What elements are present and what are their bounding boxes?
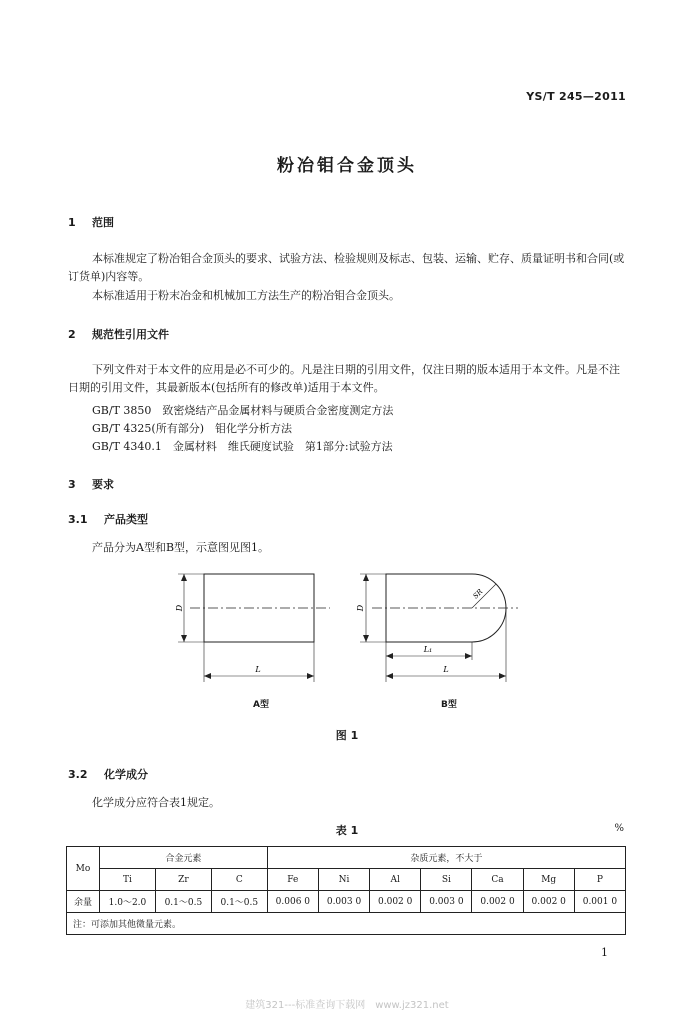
- section-3-1-text: 产品分为A型和B型，示意图见图1。: [92, 541, 270, 554]
- reference-item: GB/T 4325(所有部分) 钼化学分析方法: [92, 422, 292, 435]
- table-cell: 0.002 0: [472, 891, 523, 913]
- column-header: Zr: [155, 869, 211, 891]
- footer-watermark: 建筑321---标准查询下载网 www.jz321.net: [245, 1000, 449, 1011]
- section-3-2-title: 化学成分: [104, 768, 148, 781]
- table-cell: 0.003 0: [421, 891, 472, 913]
- type-a-l-label: L: [255, 665, 261, 674]
- document-title: 粉冶钼合金顶头: [277, 156, 417, 176]
- type-b-l-label: L: [443, 665, 449, 674]
- table-subheader-row: [67, 869, 626, 891]
- standard-code: YS/T 245—2011: [526, 90, 626, 103]
- figure-1-caption: 图 1: [335, 729, 359, 742]
- section-3-1-number: 3.1: [68, 513, 88, 526]
- section-3-title: 要求: [92, 478, 114, 491]
- table-cell: 0.003 0: [318, 891, 369, 913]
- column-header: Si: [421, 869, 472, 891]
- table-note: 注：可添加其他微量元素。: [67, 913, 626, 935]
- section-3-1-title: 产品类型: [104, 513, 148, 526]
- column-header: Al: [370, 869, 421, 891]
- section-3-number: 3: [68, 478, 76, 491]
- type-b-caption: B型: [441, 700, 457, 710]
- column-header: C: [211, 869, 267, 891]
- row-label: 余量: [67, 891, 100, 913]
- table-cell: 0.001 0: [574, 891, 625, 913]
- mo-header: Mo: [67, 847, 100, 891]
- section-1-para-1: 本标准规定了粉冶钼合金顶头的要求、试验方法、检验规则及标志、包装、运输、贮存、质量证明书和合同(或订货单)内容等。: [68, 252, 625, 283]
- reference-item: GB/T 4340.1 金属材料 维氏硬度试验 第1部分:试验方法: [92, 440, 393, 453]
- table-cell: 0.006 0: [267, 891, 318, 913]
- column-header: Mg: [523, 869, 574, 891]
- type-b-l1-label: L₁: [423, 645, 433, 654]
- table-cell: 0.002 0: [370, 891, 421, 913]
- table-row: [67, 891, 626, 913]
- section-3-heading: [68, 476, 114, 492]
- column-header: Ti: [100, 869, 156, 891]
- table-cell: 0.002 0: [523, 891, 574, 913]
- section-2-title: 规范性引用文件: [92, 328, 169, 341]
- table-note-row: [67, 913, 626, 935]
- column-header: Fe: [267, 869, 318, 891]
- section-3-2-text: 化学成分应符合表1规定。: [92, 796, 220, 809]
- section-1-para-2: 本标准适用于粉末冶金和机械加工方法生产的粉冶钼合金顶头。: [92, 289, 400, 302]
- section-2-number: 2: [68, 328, 76, 341]
- type-b-d-label: D: [356, 604, 365, 612]
- page-number: 1: [601, 946, 608, 959]
- section-2-para-1: 下列文件对于本文件的应用是必不可少的。凡是注日期的引用文件，仅注日期的版本适用于本文件。凡是不注日期的引用文件，其最新版本(包括所有的修改单)适用于本文件。: [68, 363, 620, 394]
- table-header-row: [67, 847, 626, 869]
- chemical-composition-table: [66, 846, 626, 935]
- column-header: Ca: [472, 869, 523, 891]
- reference-item: GB/T 3850 致密烧结产品金属材料与硬质合金密度测定方法: [92, 404, 394, 417]
- section-1-number: 1: [68, 216, 76, 229]
- table-cell: 1.0～2.0: [100, 891, 156, 913]
- section-3-1-heading: [68, 511, 148, 527]
- table-1-title: 表 1: [335, 824, 359, 837]
- section-3-2-number: 3.2: [68, 768, 88, 781]
- section-1-title: 范围: [92, 216, 114, 229]
- alloy-group-header: 合金元素: [100, 847, 268, 869]
- column-header: Ni: [318, 869, 369, 891]
- figure-1-drawing: [160, 560, 540, 700]
- column-header: P: [574, 869, 625, 891]
- section-2-heading: [68, 326, 169, 342]
- section-3-2-heading: [68, 766, 148, 782]
- impurity-group-header: 杂质元素，不大于: [267, 847, 625, 869]
- type-b-sr-label: SR: [471, 587, 485, 601]
- table-1-unit: %: [614, 823, 624, 834]
- type-a-caption: A型: [253, 700, 269, 710]
- section-1-heading: [68, 214, 114, 230]
- type-a-d-label: D: [175, 604, 184, 612]
- table-cell: 0.1～0.5: [155, 891, 211, 913]
- table-cell: 0.1～0.5: [211, 891, 267, 913]
